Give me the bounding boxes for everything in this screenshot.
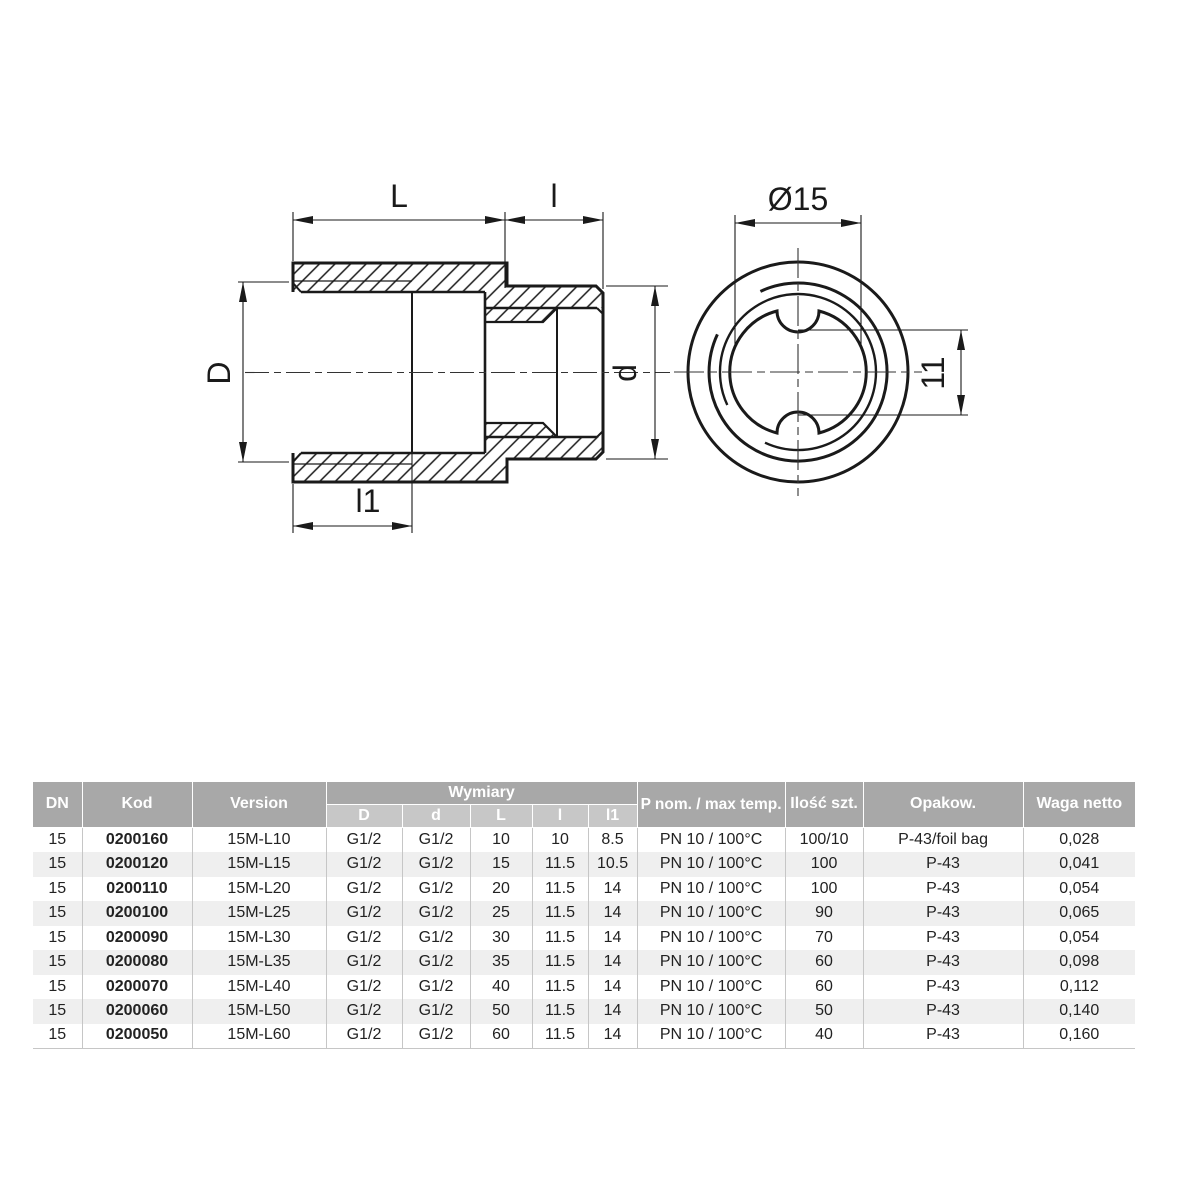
cell: PN 10 / 100°C: [637, 926, 785, 951]
cell: PN 10 / 100°C: [637, 999, 785, 1024]
cell: 35: [470, 950, 532, 975]
cell: 25: [470, 901, 532, 926]
col-header-dn: DN: [33, 782, 82, 828]
col-header-dim-D: D: [326, 805, 402, 828]
cell: G1/2: [326, 1024, 402, 1049]
cell: PN 10 / 100°C: [637, 1024, 785, 1049]
cell: G1/2: [326, 901, 402, 926]
col-header-wymiary: Wymiary: [326, 782, 637, 805]
cell: 14: [588, 926, 637, 951]
cell: 11.5: [532, 975, 588, 1000]
cell: G1/2: [402, 901, 470, 926]
cell: 15M-L50: [192, 999, 326, 1024]
cell: G1/2: [402, 852, 470, 877]
cell: PN 10 / 100°C: [637, 852, 785, 877]
col-header-waga: Waga netto: [1023, 782, 1135, 828]
cell: 15: [33, 975, 82, 1000]
cell: 10.5: [588, 852, 637, 877]
dim-label-d: d: [607, 364, 643, 382]
table-header: [33, 782, 1135, 828]
cell: G1/2: [402, 999, 470, 1024]
cell: 11.5: [532, 901, 588, 926]
cell: G1/2: [326, 950, 402, 975]
cell: 11.5: [532, 852, 588, 877]
cell: 40: [470, 975, 532, 1000]
cell: 15M-L35: [192, 950, 326, 975]
cell: G1/2: [326, 852, 402, 877]
cell: 15: [33, 901, 82, 926]
cell: G1/2: [402, 828, 470, 853]
cell: 15: [33, 950, 82, 975]
cell: 90: [785, 901, 863, 926]
dim-label-l1: l1: [355, 483, 381, 519]
cell: G1/2: [326, 926, 402, 951]
cell: G1/2: [326, 828, 402, 853]
cell: P-43: [863, 926, 1023, 951]
cell: 0200100: [82, 901, 192, 926]
cell: 15: [33, 828, 82, 853]
cell: 15: [33, 852, 82, 877]
cell: 0200080: [82, 950, 192, 975]
cell: 70: [785, 926, 863, 951]
col-header-version: Version: [192, 782, 326, 828]
table-row: [33, 975, 1135, 1000]
cell: 14: [588, 999, 637, 1024]
col-header-dim-l1: l1: [588, 805, 637, 828]
cell: P-43: [863, 999, 1023, 1024]
cell: PN 10 / 100°C: [637, 950, 785, 975]
cell: 0,112: [1023, 975, 1135, 1000]
cell: P-43: [863, 950, 1023, 975]
cell: P-43/foil bag: [863, 828, 1023, 853]
cell: P-43: [863, 877, 1023, 902]
cell: 11.5: [532, 1024, 588, 1049]
spec-table-wrap: [33, 781, 1135, 1049]
cell: 20: [470, 877, 532, 902]
cell: 11.5: [532, 999, 588, 1024]
cell: 15: [33, 1024, 82, 1049]
cell: 15M-L30: [192, 926, 326, 951]
cell: 0,028: [1023, 828, 1135, 853]
cell: G1/2: [326, 999, 402, 1024]
cell: 10: [532, 828, 588, 853]
cell: 0200060: [82, 999, 192, 1024]
cell: 15M-L40: [192, 975, 326, 1000]
cell: 15M-L20: [192, 877, 326, 902]
cell: 0200070: [82, 975, 192, 1000]
cell: 10: [470, 828, 532, 853]
dim-label-l: l: [550, 178, 558, 214]
table-row: [33, 877, 1135, 902]
cell: 11.5: [532, 926, 588, 951]
cell: PN 10 / 100°C: [637, 901, 785, 926]
cell: 0,054: [1023, 926, 1135, 951]
col-header-ilosc: Ilość szt.: [785, 782, 863, 828]
cell: 15M-L10: [192, 828, 326, 853]
table-row: [33, 828, 1135, 853]
cell: G1/2: [402, 975, 470, 1000]
cell: 0,065: [1023, 901, 1135, 926]
cell: 0200110: [82, 877, 192, 902]
dim-label-across-flats: 11: [915, 356, 951, 390]
front-view: [674, 248, 922, 496]
cell: P-43: [863, 852, 1023, 877]
cell: 14: [588, 975, 637, 1000]
cell: 15: [470, 852, 532, 877]
table-body: [33, 828, 1135, 1049]
cell: G1/2: [402, 1024, 470, 1049]
cell: 0,160: [1023, 1024, 1135, 1049]
cell: 14: [588, 877, 637, 902]
spec-table: [33, 781, 1135, 1049]
cell: 60: [785, 975, 863, 1000]
cell: 15: [33, 999, 82, 1024]
cell: 15: [33, 926, 82, 951]
cell: 14: [588, 1024, 637, 1049]
dim-label-D: D: [201, 361, 237, 385]
cell: G1/2: [326, 975, 402, 1000]
dim-label-diameter: Ø15: [767, 181, 829, 217]
cell: PN 10 / 100°C: [637, 828, 785, 853]
cell: 60: [470, 1024, 532, 1049]
table-row: [33, 999, 1135, 1024]
table-row: [33, 1024, 1135, 1049]
cell: 15M-L25: [192, 901, 326, 926]
cell: G1/2: [402, 950, 470, 975]
col-header-opakow: Opakow.: [863, 782, 1023, 828]
cell: 40: [785, 1024, 863, 1049]
cell: 15: [33, 877, 82, 902]
cell: P-43: [863, 975, 1023, 1000]
cell: 0,140: [1023, 999, 1135, 1024]
cell: 50: [785, 999, 863, 1024]
thread-major-lines: [293, 281, 412, 464]
cell: 30: [470, 926, 532, 951]
col-header-kod: Kod: [82, 782, 192, 828]
cell: PN 10 / 100°C: [637, 975, 785, 1000]
col-header-dim-L: L: [470, 805, 532, 828]
front-crosshair: [674, 248, 922, 496]
cell: 0,054: [1023, 877, 1135, 902]
cell: 50: [470, 999, 532, 1024]
cell: 15M-L60: [192, 1024, 326, 1049]
cell: 14: [588, 950, 637, 975]
cell: P-43: [863, 1024, 1023, 1049]
cell: PN 10 / 100°C: [637, 877, 785, 902]
cell: 0200160: [82, 828, 192, 853]
table-row: [33, 852, 1135, 877]
cell: P-43: [863, 901, 1023, 926]
cell: G1/2: [402, 877, 470, 902]
dim-label-L: L: [390, 178, 408, 214]
cell: 0,098: [1023, 950, 1135, 975]
cell: 0200090: [82, 926, 192, 951]
cell: 14: [588, 901, 637, 926]
cell: 15M-L15: [192, 852, 326, 877]
table-row: [33, 901, 1135, 926]
cell: 8.5: [588, 828, 637, 853]
cell: 11.5: [532, 877, 588, 902]
cell: 60: [785, 950, 863, 975]
cell: 0,041: [1023, 852, 1135, 877]
cell: 0200120: [82, 852, 192, 877]
table-row: [33, 926, 1135, 951]
cell: G1/2: [402, 926, 470, 951]
col-header-dim-d: d: [402, 805, 470, 828]
table-row: [33, 950, 1135, 975]
cell: 100: [785, 877, 863, 902]
cell: 0200050: [82, 1024, 192, 1049]
cell: 100: [785, 852, 863, 877]
cell: G1/2: [326, 877, 402, 902]
col-header-pnom: P nom. / max temp.: [637, 782, 785, 828]
cell: 11.5: [532, 950, 588, 975]
cell: 100/10: [785, 828, 863, 853]
col-header-dim-l: l: [532, 805, 588, 828]
front-view-dim-labels: [768, 181, 951, 390]
